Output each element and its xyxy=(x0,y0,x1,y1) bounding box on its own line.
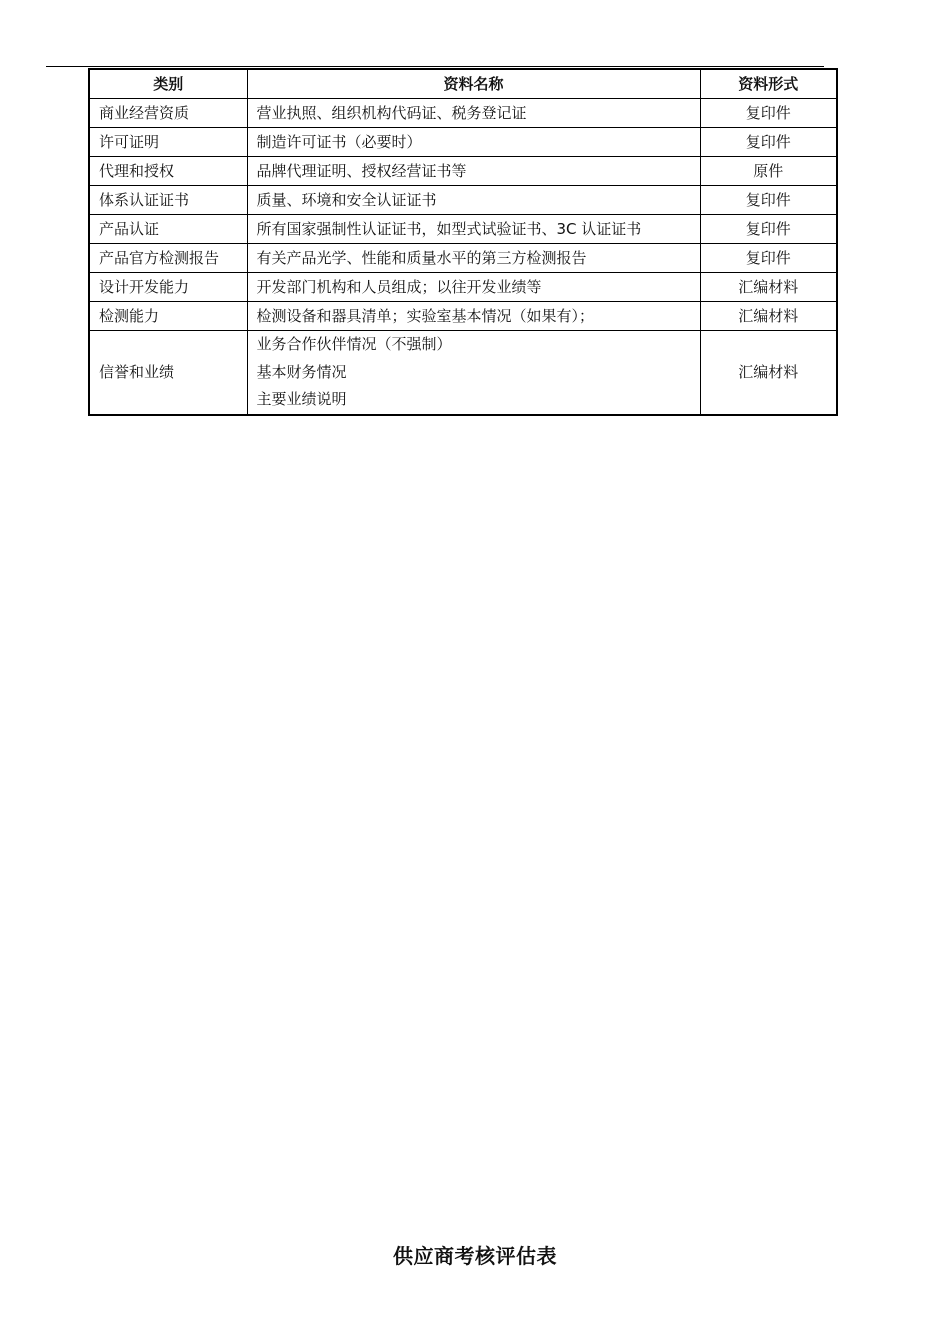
table-header-row xyxy=(89,69,837,99)
material-name-cell: 所有国家强制性认证证书，如型式试验证书、3C 认证证书 xyxy=(247,215,700,244)
material-name-cell: 开发部门机构和人员组成；以往开发业绩等 xyxy=(247,273,700,302)
material-form-cell: 汇编材料 xyxy=(700,331,837,415)
material-form-cell: 原件 xyxy=(700,157,837,186)
category-cell: 产品官方检测报告 xyxy=(89,244,247,273)
category-cell: 检测能力 xyxy=(89,302,247,331)
table-row xyxy=(89,302,837,331)
table-row xyxy=(89,157,837,186)
material-name-cell: 有关产品光学、性能和质量水平的第三方检测报告 xyxy=(247,244,700,273)
category-cell: 产品认证 xyxy=(89,215,247,244)
material-form-cell: 复印件 xyxy=(700,215,837,244)
table-row xyxy=(89,99,837,128)
material-form-cell: 复印件 xyxy=(700,244,837,273)
material-form-cell: 汇编材料 xyxy=(700,273,837,302)
header-category: 类别 xyxy=(89,69,247,99)
table-row xyxy=(89,186,837,215)
material-name-cell: 质量、环境和安全认证证书 xyxy=(247,186,700,215)
material-form-cell: 复印件 xyxy=(700,99,837,128)
material-name-cell: 营业执照、组织机构代码证、税务登记证 xyxy=(247,99,700,128)
category-cell: 信誉和业绩 xyxy=(89,331,247,415)
category-cell: 代理和授权 xyxy=(89,157,247,186)
material-name-cell: 制造许可证书（必要时） xyxy=(247,128,700,157)
material-name-cell xyxy=(247,331,700,415)
table-row xyxy=(89,215,837,244)
document-table xyxy=(88,68,838,416)
table-row xyxy=(89,128,837,157)
table-row xyxy=(89,331,837,415)
category-cell: 商业经营资质 xyxy=(89,99,247,128)
header-material-form: 资料形式 xyxy=(700,69,837,99)
material-form-cell: 复印件 xyxy=(700,186,837,215)
category-cell: 设计开发能力 xyxy=(89,273,247,302)
category-cell: 许可证明 xyxy=(89,128,247,157)
document-title: 供应商考核评估表 xyxy=(393,1244,557,1268)
category-cell: 体系认证证书 xyxy=(89,186,247,215)
material-name-line: 业务合作伙伴情况（不强制） xyxy=(256,335,452,353)
header-material-name: 资料名称 xyxy=(247,69,700,99)
material-form-cell: 汇编材料 xyxy=(700,302,837,331)
material-name-cell: 检测设备和器具清单；实验室基本情况（如果有）； xyxy=(247,302,700,331)
table-row xyxy=(89,244,837,273)
top-rule xyxy=(46,66,824,67)
table-row xyxy=(89,273,837,302)
material-name-line: 基本财务情况 xyxy=(256,362,347,381)
material-name-line: 主要业绩说明 xyxy=(256,390,347,408)
material-form-cell: 复印件 xyxy=(700,128,837,157)
material-name-cell: 品牌代理证明、授权经营证书等 xyxy=(247,157,700,186)
